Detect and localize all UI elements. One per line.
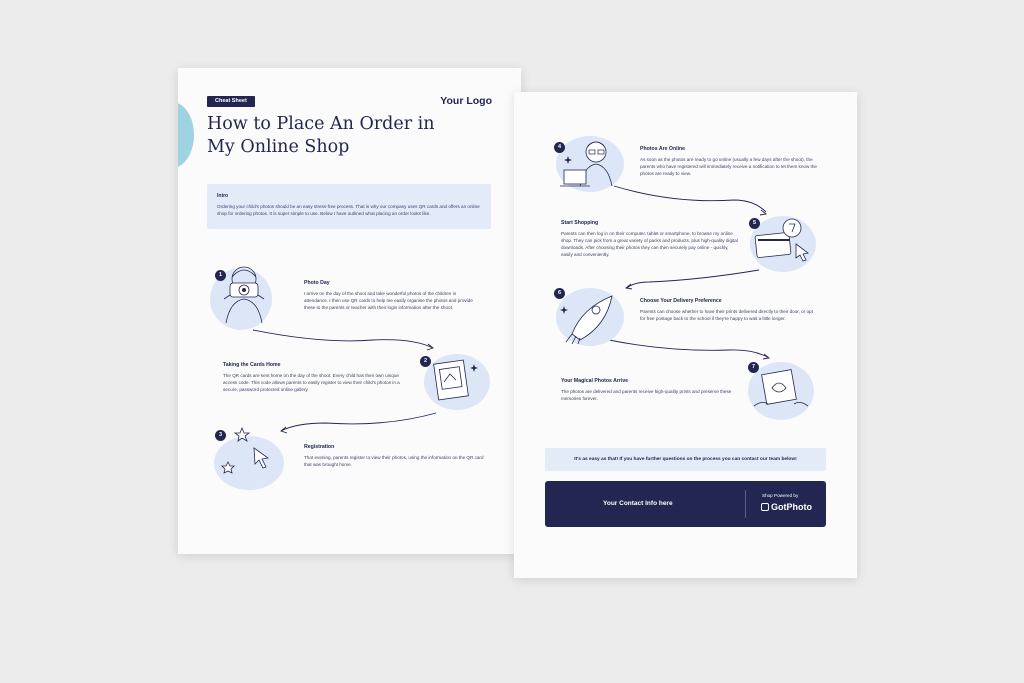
step-5-title: Start Shopping [561,220,599,226]
powered-by-label: Shop Powered by [762,493,799,498]
contact-box [545,481,826,527]
step-4-number: 4 [554,142,565,153]
step-4-text: As soon as the photos are ready to go online (usually a few days after the shoot), the parents who have registered will immediately receive a notification to let them know the photos are ready to view. [640,157,817,176]
laptop-user-icon [558,136,622,192]
step-1-number: 1 [215,270,226,281]
step-5-number: 5 [749,218,760,229]
step-1-text: I arrive on the day of the shoot and take wonderful photos of the children in attendance. I then use QR cards to help me easily organise the photos and provide these to the parents or teacher with their login information after the shoot. [304,291,473,310]
step-5-text: Parents can then log in on their computer, tablet or smartphone, to browse my online shop. They can pick from a great variety of packs and products, plus high-quality digital downloads. After choosing their photos they can then securely pay online - quickly, easily and conveniently. [561,231,738,257]
intro-text: Ordering your child's photos should be an easy stress-free process. That is why our company uses QR cards and offers an online shop for ordering photos. It is super simple to use. Below I have outlined what placing an order looks like. [217,204,480,216]
gotphoto-logo-icon [761,503,769,511]
step-6-number: 6 [554,288,565,299]
step-7-number: 7 [748,362,759,373]
step-3-text: That evening, parents register to view their photos, using the information on the QR card that was brought home. [304,455,484,467]
step-6-title: Choose Your Delivery Preference [640,298,722,304]
page-title: How to Place An Order in My Online Shop [207,114,435,157]
cheat-sheet-page-2 [514,92,857,578]
intro-heading: Intro [217,193,229,199]
contact-cta-text: It's as easy as that! If you have further questions on the process you can contact our team below! [545,448,826,471]
step-7-text: The photos are delivered and parents receive high-quality prints and preserve these memories forever. [561,389,732,401]
photo-print-hands-icon [750,362,814,420]
cursor-stars-icon [218,422,284,488]
credit-card-shopping-icon [752,214,816,272]
step-2-number: 2 [420,356,431,367]
logo-placeholder: Your Logo [440,95,492,107]
step-7-title: Your Magical Photos Arrive [561,378,629,384]
step-2-text: The QR cards are sent home on the day of the shoot. Every child has their own unique access code. This code allows parents to easily register to view their child's photos in a secure, password protected online gallery. [223,373,400,392]
cheat-sheet-badge: Cheat Sheet [207,96,255,107]
cheat-sheet-page-1 [178,68,521,554]
contact-divider [745,490,746,518]
rocket-icon [558,288,622,346]
step-3-number: 3 [215,430,226,441]
qr-card-icon [430,358,480,404]
gotphoto-brand-text: GotPhoto [771,502,812,512]
step-2-title: Taking the Cards Home [223,362,281,368]
step-1-title: Photo Day [304,280,330,286]
gotphoto-brand [761,502,812,512]
step-6-text: Parents can choose whether to have their prints delivered directly to their door, or opt for free postage back to the school if they're happy to wait a little longer. [640,309,813,321]
step-4-title: Photos Are Online [640,146,686,152]
step-3-title: Registration [304,444,335,450]
contact-info-placeholder: Your Contact Info here [603,500,673,507]
